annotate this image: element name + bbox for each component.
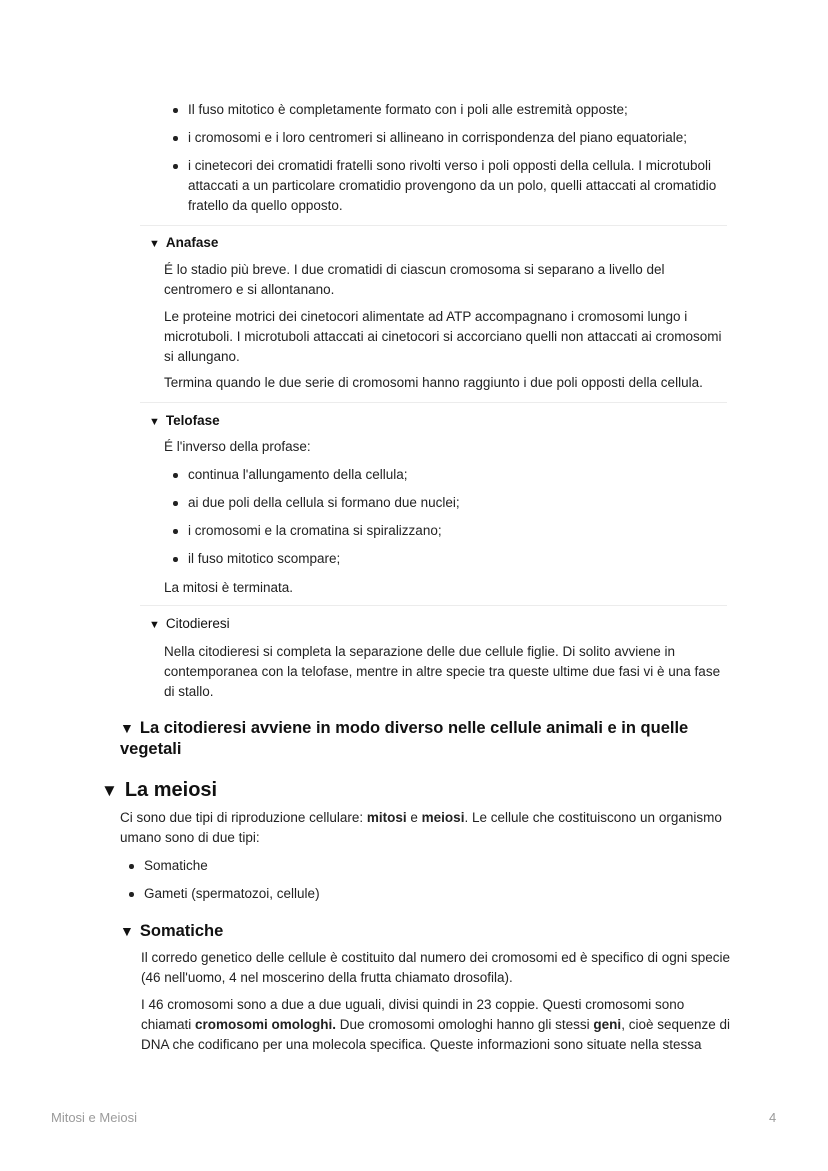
bold-term: cromosomi omologhi. xyxy=(195,1017,337,1032)
bullet-item: i cromosomi e la cromatina si spiralizzano; xyxy=(188,521,442,541)
text-line: centromero e si allontanano. xyxy=(164,282,335,297)
bold-term: geni xyxy=(593,1017,622,1032)
anafase-para-1 xyxy=(164,260,665,300)
bullet-item: il fuso mitotico scompare; xyxy=(188,549,340,569)
text-line: Le proteine motrici dei cinetocori alimentate ad ATP accompagnano i cromosomi lungo i xyxy=(164,309,688,324)
anafase-para-2 xyxy=(164,307,722,367)
toggle-heading-somatiche[interactable] xyxy=(120,921,223,942)
bullet-item: Gameti (spermatozoi, cellule) xyxy=(144,884,320,904)
bullet-item: Il fuso mitotico è completamente formato con i poli alle estremità opposte; xyxy=(188,100,628,120)
bold-term: mitosi xyxy=(366,810,407,825)
bullet-item: Somatiche xyxy=(144,856,208,876)
somatiche-para-1 xyxy=(141,948,730,988)
toggle-citodieresi[interactable] xyxy=(149,614,230,635)
toggle-title: Anafase xyxy=(165,235,219,250)
bullet-line: fratello da quello opposto. xyxy=(188,198,343,213)
text-line: umano sono di due tipi: xyxy=(120,830,260,845)
toggle-heading-meiosi[interactable] xyxy=(101,778,217,803)
text-line: Nella citodieresi si completa la separazione delle due cellule figlie. Di solito avviene in xyxy=(164,644,676,659)
text-line: DNA che codificano per una molecola specifica. Queste informazioni sono situate nella stessa xyxy=(141,1037,702,1052)
bullet-item: i cromosomi e i loro centromeri si allineano in corrispondenza del piano equatoriale; xyxy=(188,128,687,148)
text-run: Ci sono due tipi di riproduzione cellulare: xyxy=(120,810,367,825)
somatiche-para-2 xyxy=(141,995,730,1055)
toggle-heading-citodieresi[interactable] xyxy=(120,718,688,760)
bold-term: meiosi xyxy=(421,810,465,825)
text-line: Il corredo genetico delle cellule è costituito dal numero dei cromosomi ed è specifico di ogni specie xyxy=(141,950,731,965)
text-line: (46 nell'uomo, 4 nel moscerino della frutta chiamato drosofila). xyxy=(141,970,513,985)
triangle-down-icon: ▼ xyxy=(120,720,134,736)
text-run: . Le cellule che costituiscono un organismo xyxy=(464,810,722,825)
bullet-item: ai due poli della cellula si formano due nuclei; xyxy=(188,493,460,513)
text-line: si allungano. xyxy=(164,349,240,364)
toggle-title: Citodieresi xyxy=(165,616,230,631)
bullet-line: attaccati a un particolare cromatidio provengono da un polo, quelli attaccati al cromatidio xyxy=(188,178,717,193)
triangle-down-icon: ▼ xyxy=(101,781,118,800)
text-line xyxy=(141,1015,730,1035)
bullet-item xyxy=(188,156,716,216)
toggle-anafase[interactable] xyxy=(149,233,218,254)
text-line: microtuboli. I microtuboli attaccati ai cinetocori si accorciano quelli non attaccati ai cromosomi xyxy=(164,329,722,344)
citodieresi-para xyxy=(164,642,720,702)
text-run: Due cromosomi omologhi hanno gli stessi xyxy=(336,1017,594,1032)
bullet-item: continua l'allungamento della cellula; xyxy=(188,465,407,485)
section-divider xyxy=(140,402,727,403)
meiosi-intro xyxy=(120,808,722,848)
triangle-down-icon: ▼ xyxy=(149,416,160,428)
telofase-outro: La mitosi è terminata. xyxy=(164,580,294,595)
heading-line xyxy=(120,718,688,739)
heading-line: vegetali xyxy=(120,740,182,758)
text-run: chiamati xyxy=(141,1017,196,1032)
section-divider xyxy=(140,225,727,226)
toggle-title: Telofase xyxy=(165,413,220,428)
heading-text: La citodieresi avviene in modo diverso nelle cellule animali e in quelle xyxy=(139,719,689,737)
heading-text: Somatiche xyxy=(139,922,224,940)
text-line xyxy=(120,808,722,828)
page-number: 4 xyxy=(769,1110,777,1125)
heading-text: La meiosi xyxy=(124,779,218,801)
text-run: , cioè sequenze di xyxy=(621,1017,731,1032)
bullet-line: i cinetecori dei cromatidi fratelli sono rivolti verso i poli opposti della cellula. I microtuboli xyxy=(188,158,711,173)
toggle-telofase[interactable] xyxy=(149,411,220,432)
telofase-intro: É l'inverso della profase: xyxy=(164,439,311,454)
anafase-para-3: Termina quando le due serie di cromosomi hanno raggiunto i due poli opposti della cellula. xyxy=(164,375,703,390)
triangle-down-icon: ▼ xyxy=(149,619,160,631)
triangle-down-icon: ▼ xyxy=(149,238,160,250)
section-divider xyxy=(140,605,727,606)
text-line: I 46 cromosomi sono a due a due uguali, divisi quindi in 23 coppie. Questi cromosomi sono xyxy=(141,997,685,1012)
text-line: É lo stadio più breve. I due cromatidi di ciascun cromosoma si separano a livello del xyxy=(164,262,665,277)
footer-title: Mitosi e Meiosi xyxy=(51,1110,137,1125)
text-line: di stallo. xyxy=(164,684,214,699)
triangle-down-icon: ▼ xyxy=(120,923,134,939)
text-line: contemporanea con la telofase, mentre in altre specie tra queste ultime due fasi vi è una fase xyxy=(164,664,721,679)
text-run: e xyxy=(406,810,422,825)
